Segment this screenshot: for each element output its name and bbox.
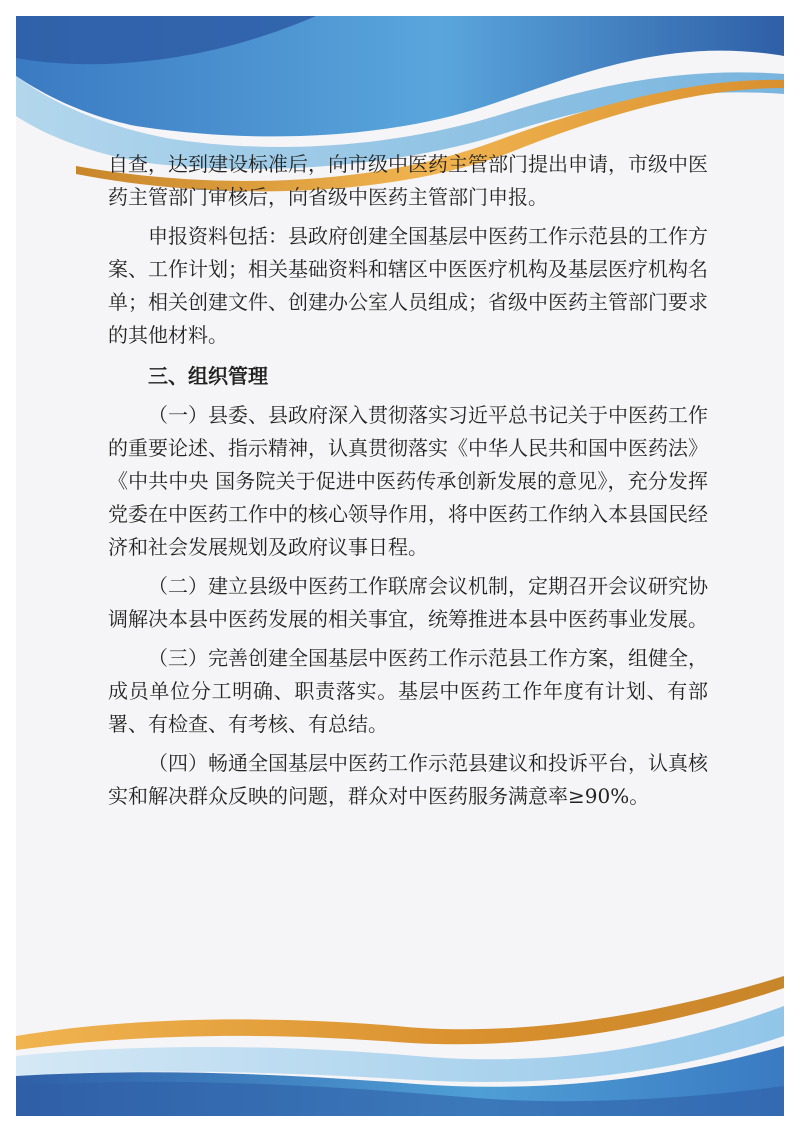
- item-3: （三）完善创建全国基层中医药工作示范县工作方案，组健全，成员单位分工明确、职责落实。基层中医药工作年度有计划、有部署、有检查、有考核、有总结。: [108, 646, 708, 736]
- section-heading: 三、组织管理: [148, 364, 268, 388]
- paragraph-application-materials: 申报资料包括：县政府创建全国基层中医药工作示范县的工作方案、工作计划；相关基础资料和辖区中医医疗机构及基层医疗机构名单；相关创建文件、创建办公室人员组成；省级中医药主管部门要求的其他材料。: [108, 224, 708, 347]
- bottom-wave-banner: [16, 976, 784, 1116]
- document-page: [16, 16, 784, 1116]
- document-body: [108, 148, 708, 819]
- item-4: （四）畅通全国基层中医药工作示范县建议和投诉平台，认真核实和解决群众反映的问题，群众对中医药服务满意率≥90%。: [108, 751, 708, 808]
- item-2: （二）建立县级中医药工作联席会议机制，定期召开会议研究协调解决本县中医药发展的相关事宜，统筹推进本县中医药事业发展。: [108, 574, 708, 631]
- paragraph-self-check: 自查，达到建设标准后，向市级中医药主管部门提出申请，市级中医药主管部门审核后，向省级中医药主管部门申报。: [108, 152, 708, 209]
- item-1: （一）县委、县政府深入贯彻落实习近平总书记关于中医药工作的重要论述、指示精神，认真贯彻落实《中华人民共和国中医药法》《中共中央 国务院关于促进中医药传承创新发展的意见》，充分发挥党委在中医药工作中的核心领导作用，将中医药工作纳入本县国民经济和社会发展规划及政府议事日程。: [108, 403, 708, 559]
